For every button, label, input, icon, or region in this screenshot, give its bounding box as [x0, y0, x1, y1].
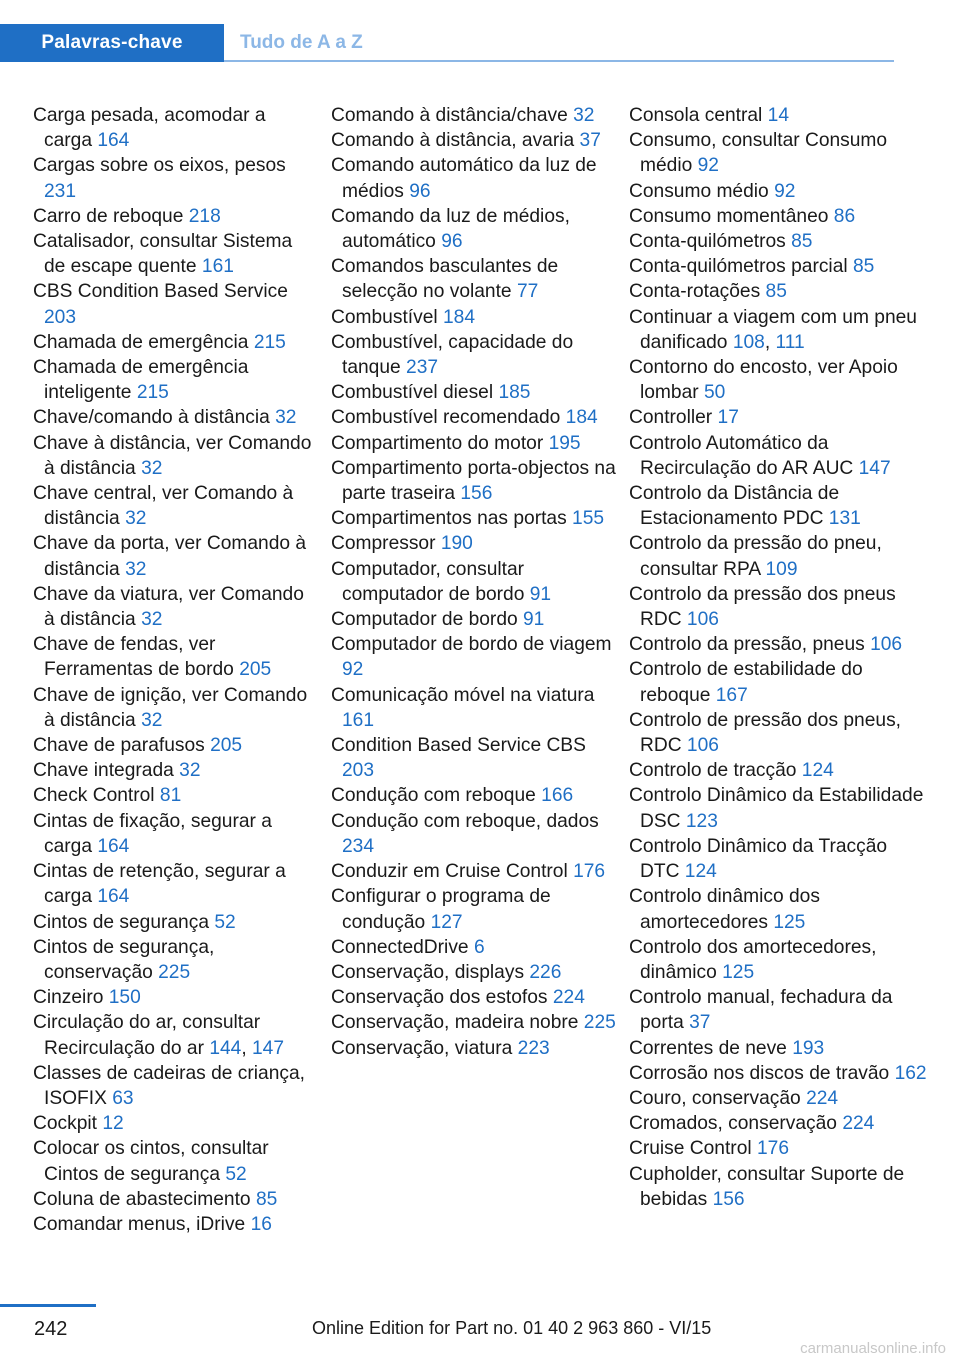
index-column-1	[33, 103, 318, 1237]
page-link[interactable]: 32	[179, 760, 201, 782]
page-link[interactable]: 218	[188, 205, 221, 227]
index-entry	[33, 1111, 318, 1136]
index-entry	[629, 279, 929, 304]
header-bar	[0, 0, 960, 62]
index-entry	[331, 960, 616, 985]
index-entry: Circulação do ar, consultar Recirculação do ar 144, 147	[33, 1012, 285, 1059]
index-entry	[629, 1111, 929, 1136]
index-term: Catalisador, consultar Sistema de escape quente	[33, 231, 293, 278]
page-link[interactable]: 234	[342, 835, 375, 857]
index-term: Condução com reboque	[331, 785, 536, 807]
index-term: Conduzir em Cruise Control	[331, 861, 568, 883]
index-term: Combustível recomendado	[331, 407, 561, 429]
page-link[interactable]: 150	[108, 987, 141, 1009]
index-term: Computador, consultar computador de bordo	[331, 558, 525, 605]
page-link[interactable]: 17	[717, 407, 739, 429]
index-entry	[33, 1136, 318, 1186]
page-link[interactable]: 176	[756, 1138, 789, 1160]
index-term: Colocar os cintos, consultar Cintos de segurança	[33, 1138, 269, 1185]
index-entry	[331, 1010, 616, 1035]
index-entry	[33, 783, 318, 808]
index-term: Chave/comando à distância	[33, 407, 270, 429]
page-link[interactable]: 203	[342, 760, 375, 782]
index-term: Chave da viatura, ver Comando à distância	[33, 583, 304, 631]
index-term: Controlo de pressão dos pneus, RDC	[629, 709, 901, 757]
index-entry	[331, 330, 616, 380]
index-term: Conservação dos estofos	[331, 987, 548, 1009]
index-entry	[33, 531, 318, 581]
index-entry	[33, 733, 318, 758]
page-link[interactable]: 203	[44, 306, 77, 328]
page-link[interactable]: 215	[253, 331, 286, 353]
page-link[interactable]: 86	[833, 205, 856, 227]
index-entry	[33, 481, 318, 531]
index-term: Comandar menus, iDrive	[33, 1213, 246, 1235]
index-term: Controlo da pressão dos pneus RDC	[629, 583, 896, 631]
page-number: 242	[34, 1318, 68, 1340]
page-link[interactable]: 32	[125, 508, 147, 530]
index-term: Compartimento do motor	[331, 432, 544, 454]
index-entry	[331, 431, 616, 456]
index-entry	[331, 783, 616, 808]
page-link[interactable]: 190	[440, 533, 473, 555]
index-term: Comunicação móvel na viatura	[331, 684, 595, 706]
page-link[interactable]: 91	[529, 583, 552, 605]
page-link[interactable]: 155	[572, 508, 605, 530]
page-link[interactable]: 184	[565, 407, 598, 429]
page-link[interactable]: 14	[767, 105, 790, 126]
index-entry	[33, 582, 318, 632]
index-term: Conta-quilómetros	[629, 231, 786, 253]
index-entry	[331, 607, 616, 632]
index-term: Cintos de segurança	[33, 911, 209, 933]
page-link[interactable]: 52	[214, 911, 236, 933]
index-term: Controlo dinâmico dos amortecedores	[629, 886, 820, 933]
index-term: Cintas de retenção, segurar a carga	[33, 861, 286, 908]
index-term: Controlo Automático da Recirculação do AR AUC	[629, 432, 854, 479]
index-entry	[331, 859, 616, 884]
index-term: Controlo dos amortecedores, dinâmico	[629, 936, 877, 983]
index-term: Comando automático da luz de médios	[331, 155, 597, 202]
index-term: Controlo de tracção	[629, 760, 797, 782]
page-link[interactable]: 125	[773, 911, 806, 933]
index-term: Conservação, madeira nobre	[331, 1012, 579, 1034]
page-link[interactable]: 164	[97, 835, 130, 857]
index-term: Consumo momentâneo	[629, 205, 829, 227]
page-link[interactable]: 96	[441, 231, 463, 253]
page-link[interactable]: 161	[201, 256, 234, 278]
index-entry	[331, 531, 616, 556]
index-term: Condução com reboque, dados	[331, 810, 599, 832]
index-term: Continuar a viagem com um pneu danificado	[629, 306, 917, 353]
index-entry	[629, 1061, 929, 1086]
index-term: Compartimento porta-objectos na parte traseira	[331, 457, 616, 505]
index-entry	[331, 204, 616, 254]
index-term: Carga pesada, acomodar a carga	[33, 105, 266, 152]
index-term: Chamada de emergência inteligente	[33, 357, 249, 404]
index-term: Comando à distância, avaria	[331, 130, 575, 152]
footer-accent-line	[0, 1304, 96, 1307]
tab-keywords[interactable]: Palavras-chave	[0, 24, 224, 62]
index-term: Cruise Control	[629, 1138, 752, 1160]
page-link[interactable]: 225	[583, 1012, 616, 1034]
index-entry	[629, 481, 929, 531]
index-entry	[33, 1187, 318, 1212]
index-entry	[331, 380, 616, 405]
index-entry	[629, 431, 929, 481]
page-link[interactable]: 111	[775, 331, 805, 353]
index-term: Comandos basculantes de selecção no volante	[331, 256, 559, 303]
index-entry	[629, 708, 929, 758]
page-link[interactable]: 161	[342, 709, 375, 731]
index-term: Circulação do ar, consultar Recirculação do ar	[33, 1012, 261, 1059]
page-link[interactable]: 131	[828, 508, 861, 530]
page-link[interactable]: 32	[275, 407, 297, 429]
index-entry	[33, 985, 318, 1010]
index-entry	[33, 859, 318, 909]
page-link[interactable]: 85	[852, 256, 875, 278]
index-entry	[629, 1036, 929, 1061]
page-link[interactable]: 156	[712, 1188, 745, 1210]
index-entry	[33, 935, 318, 985]
index-term: Cinzeiro	[33, 987, 104, 1009]
index-term: Computador de bordo	[331, 609, 518, 631]
index-term: Compartimentos nas portas	[331, 508, 567, 530]
index-entry	[629, 204, 929, 229]
index-entry	[331, 103, 616, 128]
index-term: Chave central, ver Comando à distância	[33, 483, 294, 530]
index-entry	[629, 405, 929, 430]
tab-a-to-z[interactable]: Tudo de A a Z	[240, 32, 363, 53]
index-entry	[629, 128, 929, 178]
index-entry	[33, 1061, 318, 1111]
index-entry	[331, 1036, 616, 1061]
page-link[interactable]: 81	[159, 785, 182, 807]
page-link[interactable]: 106	[870, 634, 903, 656]
page-link[interactable]: 225	[158, 961, 191, 983]
index-entry	[629, 758, 929, 783]
index-term: Chave de ignição, ver Comando à distância	[33, 684, 308, 731]
index-term: Chave da porta, ver Comando à distância	[33, 533, 307, 580]
page-link[interactable]: 123	[685, 810, 718, 832]
index-entry	[629, 985, 929, 1035]
page-link[interactable]: 185	[498, 382, 531, 404]
index-entry	[331, 405, 616, 430]
index-term: Cintos de segurança, conservação	[33, 936, 215, 983]
index-entry	[331, 153, 616, 203]
page-link[interactable]: 167	[715, 684, 748, 706]
page-link[interactable]: 205	[210, 735, 243, 757]
page-link[interactable]: 77	[516, 281, 539, 303]
index-term: Combustível	[331, 306, 438, 328]
index-entry	[331, 683, 616, 733]
index-entry	[629, 582, 929, 632]
index-term: Condition Based Service CBS	[331, 735, 586, 757]
index-term: Chamada de emergência	[33, 331, 249, 353]
index-column-3	[629, 103, 929, 1212]
index-term: Chave de parafusos	[33, 735, 205, 757]
page-link[interactable]: 32	[141, 609, 163, 631]
page-link[interactable]: 147	[252, 1037, 285, 1059]
page-link[interactable]: 147	[858, 457, 891, 479]
index-entry	[331, 506, 616, 531]
page-link[interactable]: 237	[406, 357, 439, 379]
index-entry	[629, 103, 929, 128]
page-link[interactable]: 37	[579, 130, 601, 152]
page-link[interactable]: 166	[541, 785, 574, 807]
page-link[interactable]: 109	[765, 558, 798, 580]
page-link[interactable]: 106	[686, 609, 719, 631]
index-term: Combustível, capacidade do tanque	[331, 331, 574, 379]
page-link[interactable]: 223	[517, 1037, 550, 1059]
index-entry	[33, 431, 318, 481]
page-link[interactable]: 50	[704, 382, 726, 404]
index-entry	[331, 557, 616, 607]
index-term: Cintas de fixação, segurar a carga	[33, 810, 272, 857]
index-entry	[629, 179, 929, 204]
index-entry	[33, 758, 318, 783]
index-entry	[331, 254, 616, 304]
index-entry	[33, 229, 318, 279]
index-term: Controlo Dinâmico da Estabilidade DSC	[629, 785, 924, 832]
index-entry	[33, 330, 318, 355]
index-term: Controlo manual, fechadura da porta	[629, 987, 893, 1034]
index-entry	[33, 683, 318, 733]
page-link[interactable]: 16	[250, 1213, 272, 1235]
page-link[interactable]: 125	[722, 961, 755, 983]
index-term: ConnectedDrive	[331, 936, 469, 958]
index-term: Check Control	[33, 785, 155, 807]
index-entry	[331, 733, 616, 783]
index-term: Correntes de neve	[629, 1037, 787, 1059]
index-term: Conservação, displays	[331, 961, 525, 983]
index-term: Coluna de abastecimento	[33, 1188, 251, 1210]
index-entry	[33, 632, 318, 682]
index-term: Conta-quilómetros parcial	[629, 256, 848, 278]
page-link[interactable]: 92	[774, 180, 796, 202]
index-term: Chave integrada	[33, 760, 174, 782]
page-link[interactable]: 96	[409, 180, 431, 202]
index-term: Cupholder, consultar Suporte de bebidas	[629, 1163, 905, 1210]
index-entry	[331, 456, 616, 506]
page-link[interactable]: 32	[141, 457, 163, 479]
index-entry	[629, 1136, 929, 1161]
index-entry	[629, 783, 929, 833]
index-entry	[33, 279, 318, 329]
index-term: Contorno do encosto, ver Apoio lombar	[629, 357, 898, 404]
index-term: Conta-rotações	[629, 281, 761, 303]
index-entry: Continuar a viagem com um pneu danificado 108, 111	[629, 306, 917, 353]
page-link[interactable]: 12	[102, 1113, 124, 1135]
page-link[interactable]: 195	[548, 432, 581, 454]
page-link[interactable]: 231	[44, 180, 77, 202]
page-link[interactable]: 106	[686, 735, 719, 757]
index-entry	[33, 809, 318, 859]
index-term: Controller	[629, 407, 713, 429]
index-term: Conservação, viatura	[331, 1037, 513, 1059]
index-entry	[629, 1162, 929, 1212]
index-entry	[331, 935, 616, 960]
index-term: Chave à distância, ver Comando à distância	[33, 432, 312, 479]
page-link[interactable]: 164	[97, 130, 130, 152]
page-link[interactable]: 92	[342, 659, 364, 681]
index-term: CBS Condition Based Service	[33, 281, 288, 303]
index-term: Cromados, conservação	[629, 1113, 837, 1135]
index-term: Controlo Dinâmico da Tracção DTC	[629, 835, 888, 883]
index-term: Controlo da pressão, pneus	[629, 634, 865, 656]
index-entry	[629, 884, 929, 934]
page-link[interactable]: 144	[209, 1037, 242, 1059]
index-term: Couro, conservação	[629, 1087, 801, 1109]
index-entry	[629, 254, 929, 279]
index-term: Consumo médio	[629, 180, 769, 202]
index-entry	[629, 657, 929, 707]
index-term: Controlo da Distância de Estacionamento PDC	[629, 483, 840, 530]
index-entry	[331, 128, 616, 153]
page-link[interactable]: 108	[732, 331, 765, 353]
page-link[interactable]: 92	[697, 155, 719, 177]
page-link[interactable]: 6	[473, 936, 485, 958]
header-divider	[224, 60, 894, 62]
index-term: Controlo da pressão do pneu, consultar RPA	[629, 533, 882, 580]
index-term: Configurar o programa de condução	[331, 886, 551, 933]
page-link[interactable]: 127	[430, 911, 463, 933]
index-term: Compressor	[331, 533, 436, 555]
index-entry	[33, 910, 318, 935]
index-column-2	[331, 103, 616, 1061]
index-entry	[33, 355, 318, 405]
index-term: Cargas sobre os eixos, pesos	[33, 155, 286, 177]
page-link[interactable]: 156	[460, 483, 493, 505]
page-link[interactable]: 184	[442, 306, 475, 328]
index-entry	[331, 884, 616, 934]
page-link[interactable]: 176	[573, 861, 606, 883]
index-entry	[33, 1212, 318, 1237]
index-entry	[331, 985, 616, 1010]
index-entry	[33, 153, 318, 203]
page-link[interactable]: 91	[523, 609, 545, 631]
index-entry	[629, 229, 929, 254]
page-link[interactable]: 32	[573, 105, 595, 126]
index-entry	[33, 204, 318, 229]
page-link[interactable]: 162	[894, 1062, 927, 1084]
index-entry	[629, 531, 929, 581]
index-term: Corrosão nos discos de travão	[629, 1062, 890, 1084]
page-link[interactable]: 52	[225, 1163, 247, 1185]
index-term: Cockpit	[33, 1113, 97, 1135]
index-entry	[629, 1086, 929, 1111]
index-entry	[629, 935, 929, 985]
page-link[interactable]: 226	[529, 961, 562, 983]
edition-text: Online Edition for Part no. 01 40 2 963 860 - VI/15	[312, 1318, 712, 1338]
page-link[interactable]: 205	[239, 659, 272, 681]
page-link[interactable]: 124	[684, 861, 717, 883]
index-entry	[331, 632, 616, 682]
index-term: Consola central	[629, 105, 763, 126]
index-term: Consumo, consultar Consumo médio	[629, 130, 888, 177]
index-term: Comando da luz de médios, automático	[331, 205, 570, 253]
page-link[interactable]: 85	[765, 281, 787, 303]
page-link[interactable]: 224	[842, 1113, 875, 1135]
page-link[interactable]: 164	[97, 886, 130, 908]
page-link[interactable]: 85	[255, 1188, 278, 1210]
index-entry	[33, 103, 318, 153]
index-entry	[629, 632, 929, 657]
index-term: Chave de fendas, ver Ferramentas de bordo	[33, 634, 234, 681]
index-term: Controlo de estabilidade do reboque	[629, 659, 863, 706]
index-term: Combustível diesel	[331, 382, 494, 404]
index-entry	[629, 834, 929, 884]
index-entry	[331, 809, 616, 859]
page-link[interactable]: 32	[141, 709, 163, 731]
index-entry	[629, 355, 929, 405]
index-term: Comando à distância/chave	[331, 105, 568, 126]
page-link[interactable]: 63	[112, 1087, 134, 1109]
page-link[interactable]: 32	[125, 558, 147, 580]
index-term: Classes de cadeiras de criança, ISOFIX	[33, 1062, 305, 1109]
page-link[interactable]: 85	[791, 231, 813, 253]
page-link[interactable]: 37	[689, 1012, 711, 1034]
page-link[interactable]: 224	[552, 987, 585, 1009]
index-term: Computador de bordo de viagem	[331, 634, 612, 656]
index-entry	[33, 405, 318, 430]
watermark: carmanualsonline.info	[800, 1340, 946, 1357]
page-link[interactable]: 193	[792, 1037, 825, 1059]
page-link[interactable]: 224	[806, 1087, 839, 1109]
index-term: Carro de reboque	[33, 205, 184, 227]
index-entry	[331, 305, 616, 330]
page-link[interactable]: 215	[136, 382, 169, 404]
page-link[interactable]: 124	[801, 760, 834, 782]
